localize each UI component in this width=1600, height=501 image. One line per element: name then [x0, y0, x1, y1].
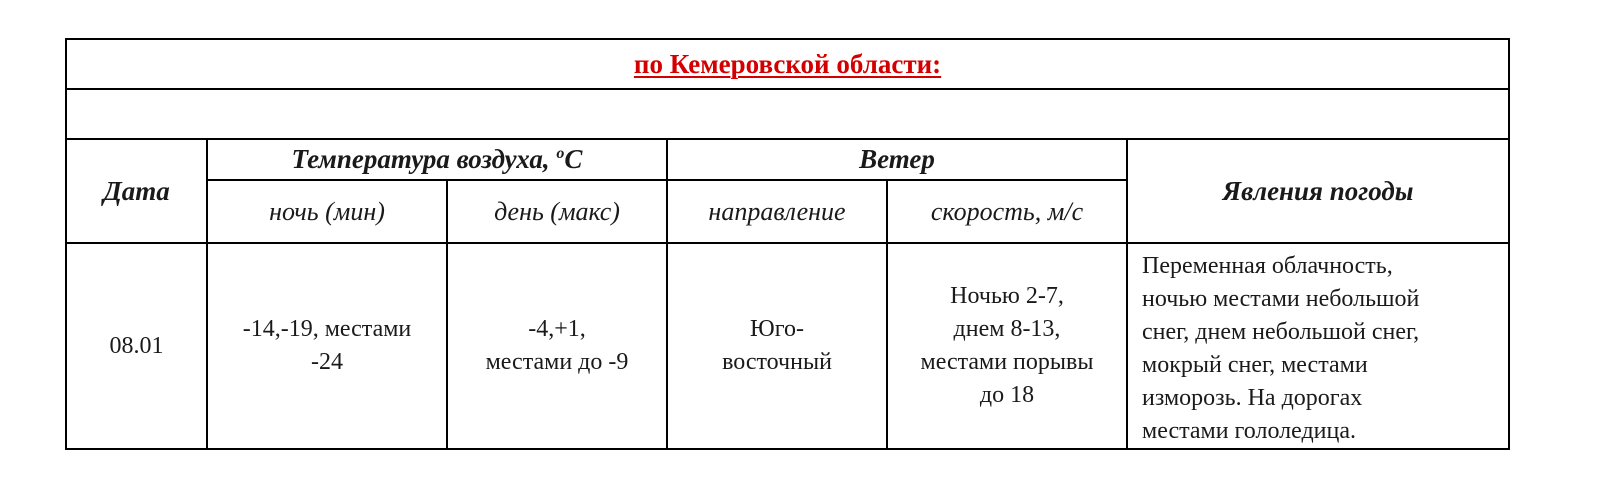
wind-header: Ветер: [667, 139, 1127, 180]
phenomena-header: Явления погоды: [1127, 139, 1509, 243]
day-header: день (макс): [447, 180, 667, 243]
temperature-header-label: Температура воздуха,: [291, 144, 557, 174]
night-header: ночь (мин): [207, 180, 447, 243]
degree-superscript: о: [556, 145, 565, 162]
date-cell: 08.01: [66, 243, 207, 449]
header-group-row: [66, 139, 1509, 180]
region-title: по Кемеровской области:: [66, 39, 1509, 89]
temperature-header: [207, 139, 667, 180]
blank-row: [66, 89, 1509, 139]
phenomena-cell: Переменная облачность, ночью местами небольшой снег, днем небольшой снег, мокрый снег, местами изморозь. На дорогах местами гололедица.: [1127, 243, 1509, 449]
direction-header: направление: [667, 180, 887, 243]
speed-header: скорость, м/с: [887, 180, 1127, 243]
table-row: [66, 243, 1509, 449]
wind-direction-cell: Юго- восточный: [667, 243, 887, 449]
wind-speed-cell: Ночью 2-7, днем 8-13, местами порывы до 18: [887, 243, 1127, 449]
date-header: Дата: [66, 139, 207, 243]
title-row: [66, 39, 1509, 89]
forecast-table: [65, 38, 1510, 450]
day-temp-cell: -4,+1, местами до -9: [447, 243, 667, 449]
night-temp-cell: -14,-19, местами -24: [207, 243, 447, 449]
blank-cell: [66, 89, 1509, 139]
temperature-unit: С: [564, 144, 583, 174]
